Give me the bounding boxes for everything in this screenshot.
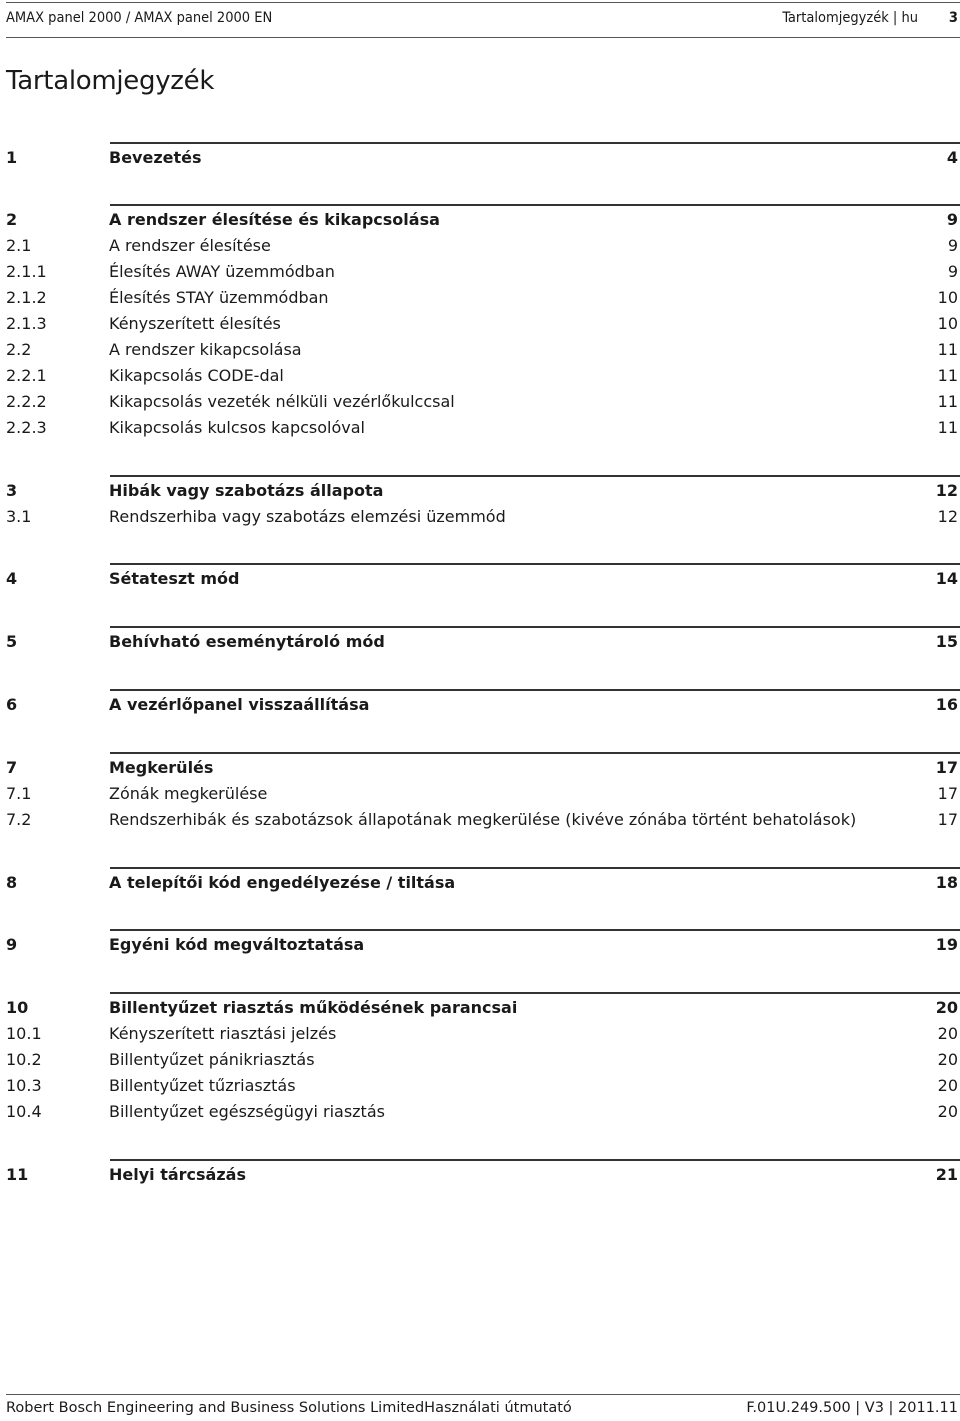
toc-number: 2.2 [6,340,32,359]
section-rule [110,626,960,628]
toc-title: Megkerülés [109,758,214,777]
toc-number: 2.1.2 [6,288,47,307]
section-rule [110,1159,960,1161]
toc-title: Behívható eseménytároló mód [109,632,385,651]
toc-chapter-row[interactable] [6,933,960,957]
toc-number: 10.1 [6,1024,42,1043]
toc-number: 2.2.2 [6,392,47,411]
toc-title: A rendszer élesítése [109,236,271,255]
toc-number: 8 [6,873,18,892]
toc-number: 2.1.3 [6,314,47,333]
toc-subsection-row[interactable] [6,808,960,832]
toc-chapter-row[interactable] [6,1163,960,1187]
toc-page-number: 18 [935,873,958,892]
toc-title: Billentyűzet pánikriasztás [109,1050,315,1069]
toc-subsection-row[interactable] [6,1100,960,1124]
toc-number: 2.2.3 [6,418,47,437]
toc-page-number: 20 [937,1050,958,1069]
header-product: AMAX panel 2000 / AMAX panel 2000 EN [6,10,273,26]
section-rule [110,475,960,477]
toc-chapter-row[interactable] [6,871,960,895]
toc-number: 9 [6,935,18,954]
toc-page-number: 16 [935,695,958,714]
toc-page-number: 11 [937,418,958,437]
toc-chapter-row[interactable] [6,146,960,170]
toc-page-number: 9 [947,236,958,255]
toc-number: 7 [6,758,18,777]
section-rule [110,867,960,869]
header-page-number: 3 [948,10,958,26]
toc-title: Kényszerített riasztási jelzés [109,1024,337,1043]
toc-subsection-row[interactable] [6,390,960,414]
toc-chapter-row[interactable] [6,996,960,1020]
toc-title: A rendszer kikapcsolása [109,340,302,359]
section-rule [110,563,960,565]
toc-page-number: 17 [937,784,958,803]
header-section: Tartalomjegyzék | hu [782,10,918,26]
toc-number: 10.2 [6,1050,42,1069]
toc-page-number: 20 [937,1102,958,1121]
footer-publisher: Robert Bosch Engineering and Business Solutions LimitedHasználati útmutató [6,1400,572,1416]
toc-subsection-row[interactable] [6,338,960,362]
toc-page-number: 12 [935,481,958,500]
toc-title: Élesítés STAY üzemmódban [109,288,329,307]
toc-subsection-row[interactable] [6,312,960,336]
toc-chapter-row[interactable] [6,693,960,717]
toc-number: 7.2 [6,810,32,829]
section-rule [110,992,960,994]
toc-number: 10.3 [6,1076,42,1095]
toc-title: Bevezetés [109,148,202,167]
toc-number: 11 [6,1165,29,1184]
page-title: Tartalomjegyzék [6,66,215,96]
toc-number: 5 [6,632,18,651]
toc-page-number: 10 [937,314,958,333]
toc-page-number: 20 [937,1076,958,1095]
toc-page-number: 20 [937,1024,958,1043]
section-rule [110,689,960,691]
toc-page-number: 9 [946,210,958,229]
toc-chapter-row[interactable] [6,630,960,654]
section-rule [110,929,960,931]
toc-number: 3 [6,481,18,500]
toc-title: Kényszerített élesítés [109,314,281,333]
toc-title: Élesítés AWAY üzemmódban [109,262,335,281]
toc-page-number: 11 [937,340,958,359]
table-of-contents [6,0,960,1418]
toc-title: Helyi tárcsázás [109,1165,246,1184]
toc-number: 10.4 [6,1102,42,1121]
toc-number: 2.1 [6,236,32,255]
toc-page-number: 15 [935,632,958,651]
toc-number: 2.2.1 [6,366,47,385]
toc-subsection-row[interactable] [6,260,960,284]
toc-number: 3.1 [6,507,32,526]
toc-page-number: 11 [937,366,958,385]
toc-subsection-row[interactable] [6,234,960,258]
toc-number: 7.1 [6,784,32,803]
section-rule [110,204,960,206]
toc-page-number: 4 [946,148,958,167]
toc-title: Hibák vagy szabotázs állapota [109,481,384,500]
toc-title: Billentyűzet riasztás működésének parancsai [109,998,518,1017]
toc-page-number: 14 [935,569,958,588]
toc-subsection-row[interactable] [6,416,960,440]
toc-chapter-row[interactable] [6,479,960,503]
footer-doc-id: F.01U.249.500 | V3 | 2011.11 [746,1400,958,1416]
toc-page-number: 9 [947,262,958,281]
toc-page-number: 10 [937,288,958,307]
toc-title: A rendszer élesítése és kikapcsolása [109,210,440,229]
toc-subsection-row[interactable] [6,505,960,529]
toc-chapter-row[interactable] [6,567,960,591]
toc-number: 10 [6,998,29,1017]
toc-page-number: 20 [935,998,958,1017]
toc-title: Rendszerhiba vagy szabotázs elemzési üzemmód [109,507,506,526]
toc-page-number: 12 [937,507,958,526]
toc-title: Billentyűzet tűzriasztás [109,1076,296,1095]
toc-subsection-row[interactable] [6,782,960,806]
toc-subsection-row[interactable] [6,1048,960,1072]
toc-page-number: 11 [937,392,958,411]
toc-title: Kikapcsolás kulcsos kapcsolóval [109,418,365,437]
toc-subsection-row[interactable] [6,1074,960,1098]
toc-title: A telepítői kód engedélyezése / tiltása [109,873,456,892]
page-footer [6,1394,960,1419]
toc-chapter-row[interactable] [6,756,960,780]
toc-page-number: 17 [935,758,958,777]
section-rule [110,142,960,144]
toc-page-number: 19 [935,935,958,954]
section-rule [110,752,960,754]
toc-number: 6 [6,695,18,714]
toc-page-number: 21 [935,1165,958,1184]
toc-title: A vezérlőpanel visszaállítása [109,695,370,714]
toc-number: 2 [6,210,18,229]
toc-subsection-row[interactable] [6,286,960,310]
toc-title: Egyéni kód megváltoztatása [109,935,365,954]
toc-title: Zónák megkerülése [109,784,268,803]
toc-page-number: 17 [937,810,958,829]
toc-title: Kikapcsolás CODE-dal [109,366,284,385]
toc-subsection-row[interactable] [6,1022,960,1046]
toc-number: 1 [6,148,18,167]
toc-title: Rendszerhibák és szabotázsok állapotának megkerülése (kivéve zónába történt behatolások) [109,810,857,829]
toc-subsection-row[interactable] [6,364,960,388]
toc-chapter-row[interactable] [6,208,960,232]
toc-title: Billentyűzet egészségügyi riasztás [109,1102,385,1121]
toc-title: Kikapcsolás vezeték nélküli vezérlőkulccsal [109,392,455,411]
toc-number: 2.1.1 [6,262,47,281]
toc-number: 4 [6,569,18,588]
toc-title: Sétateszt mód [109,569,240,588]
